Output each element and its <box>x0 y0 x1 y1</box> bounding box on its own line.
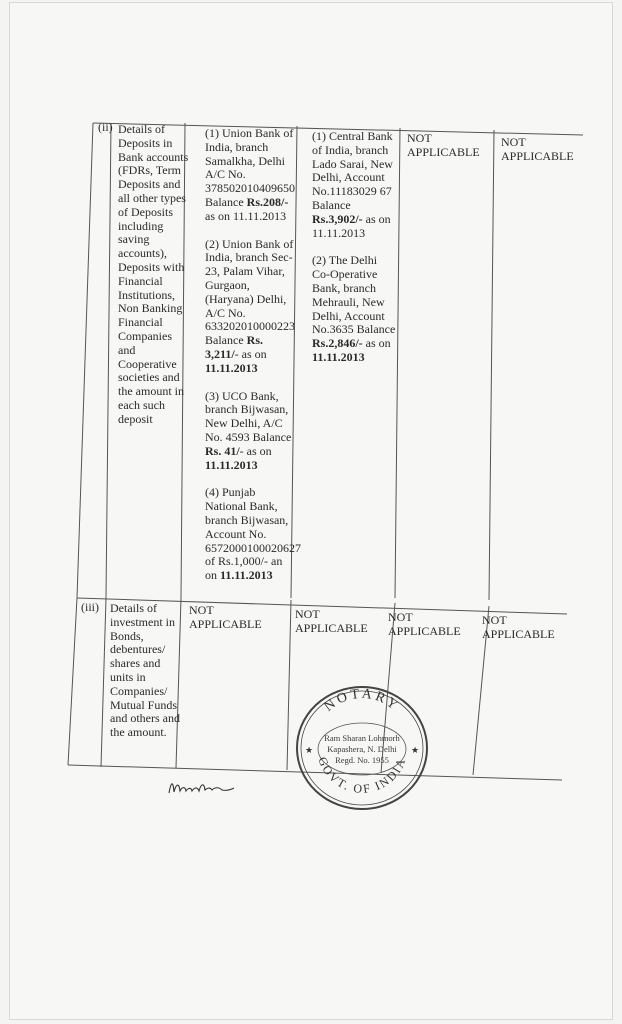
row-iii-col4: NOT APPLICABLE <box>482 613 555 641</box>
row-iii-description: Details of investment in Bonds, debentures/ shares and units in Companies/ Mutual Funds and others and the amount. <box>110 601 180 740</box>
svg-text:NOTARY: NOTARY <box>321 686 403 715</box>
deposit-central-bank: (1) Central Bank of India, branch Lado Sarai, New Delhi, Account No.11183029 67 Balance Rs.3,902/- as on 11.11.2013 <box>312 129 393 240</box>
svg-text:★: ★ <box>305 745 314 755</box>
row-ii-description: Details of Deposits in Bank accounts (FDRs, Term Deposits and all other types of Deposits including saving accounts), Deposits with Financial Institutions, Non Banking Financial Companies and Cooperative societies and the amount in each such deposit <box>118 122 189 426</box>
deposit-punjab-national-bank: (4) Punjab National Bank, branch Bijwasan, Account No. 6572000100020627 of Rs.1,000/- an on 11.11.2013 <box>205 485 301 583</box>
svg-text:GOVT. OF INDIA: GOVT. OF INDIA <box>315 754 409 797</box>
row-ii-col4: NOT APPLICABLE <box>501 135 574 163</box>
notary-stamp <box>293 683 431 813</box>
notary-name: Ram Sharan Lohmorh <box>324 733 400 743</box>
row-ii-col1 <box>205 126 301 597</box>
row-ii-col2 <box>312 130 398 379</box>
svg-text:★: ★ <box>411 745 420 755</box>
row-iii-col1: NOT APPLICABLE <box>189 603 262 631</box>
row-iii-col2: NOT APPLICABLE <box>295 607 368 635</box>
deposit-union-bank-palam-vihar: (2) Union Bank of India, branch Sec-23, Palam Vihar, Gurgaon, (Haryana) Delhi, A/C No. 633202010000223 Balance Rs. 3,211/- as on 11.11.2013 <box>205 236 295 375</box>
notary-regd: Regd. No. 1955 <box>335 755 389 765</box>
deposit-uco-bank: (3) UCO Bank, branch Bijwasan, New Delhi, A/C No. 4593 Balance Rs. 41/- as on 11.11.2013 <box>205 388 292 472</box>
row-iii-number: (iii) <box>81 600 99 614</box>
row-ii-number: (ii) <box>98 120 113 134</box>
signature <box>166 776 236 798</box>
deposit-union-bank-samalkha: (1) Union Bank of India, branch Samalkha, Delhi A/C No. 378502010409650 Balance Rs.208/- as on 11.11.2013 <box>205 126 295 223</box>
deposit-delhi-cooperative-bank: (2) The Delhi Co-Operative Bank, branch Mehrauli, New Delhi, Account No.3635 Balance Rs.2,846/- as on 11.11.2013 <box>312 253 396 364</box>
row-iii-col3: NOT APPLICABLE <box>388 610 461 638</box>
notary-place: Kapashera, N. Delhi <box>327 744 397 754</box>
row-ii-col3: NOT APPLICABLE <box>407 131 480 159</box>
